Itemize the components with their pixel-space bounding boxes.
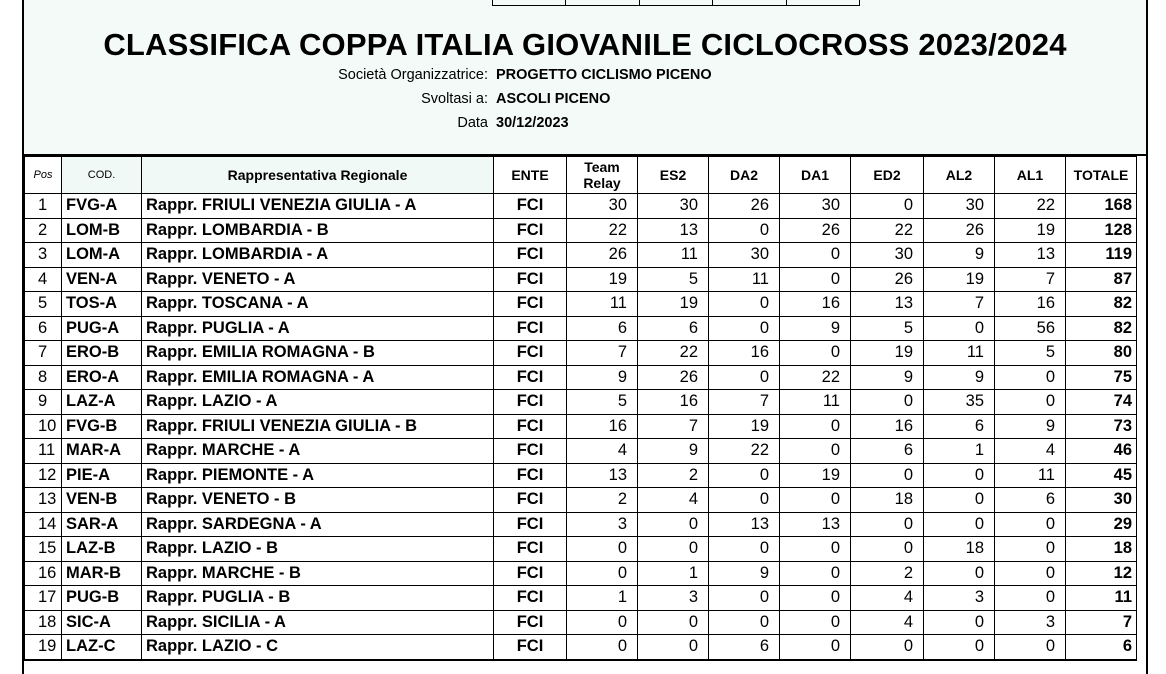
cell-ed2: 0 bbox=[851, 194, 924, 219]
cell-es2: 2 bbox=[638, 463, 709, 488]
cell-team-relay: 0 bbox=[567, 610, 638, 635]
cell-pos: 6 bbox=[25, 316, 62, 341]
cell-name: Rappr. VENETO - A bbox=[142, 267, 494, 292]
cell-da1: 30 bbox=[780, 194, 851, 219]
cell-totale: 6 bbox=[1066, 635, 1137, 660]
cell-ed2: 0 bbox=[851, 512, 924, 537]
cell-pos: 11 bbox=[25, 439, 62, 464]
cell-totale: 29 bbox=[1066, 512, 1137, 537]
cell-da2: 11 bbox=[709, 267, 780, 292]
cell-totale: 18 bbox=[1066, 537, 1137, 562]
cell-ed2: 9 bbox=[851, 365, 924, 390]
cell-al2: 0 bbox=[924, 512, 995, 537]
cell-cod: LOM-B bbox=[62, 218, 142, 243]
cell-ed2: 0 bbox=[851, 463, 924, 488]
cell-team-relay: 26 bbox=[567, 243, 638, 268]
cell-es2: 11 bbox=[638, 243, 709, 268]
cell-cod: LAZ-A bbox=[62, 390, 142, 415]
cell-ed2: 4 bbox=[851, 610, 924, 635]
cell-cod: ERO-A bbox=[62, 365, 142, 390]
cell-ente: FCI bbox=[494, 218, 567, 243]
col-header-al2: AL2 bbox=[924, 157, 995, 194]
cell-da1: 0 bbox=[780, 537, 851, 562]
cell-totale: 7 bbox=[1066, 610, 1137, 635]
cell-da1: 16 bbox=[780, 292, 851, 317]
cell-team-relay: 19 bbox=[567, 267, 638, 292]
cell-totale: 75 bbox=[1066, 365, 1137, 390]
cell-ed2: 19 bbox=[851, 341, 924, 366]
cell-cod: LOM-A bbox=[62, 243, 142, 268]
cell-pos: 17 bbox=[25, 586, 62, 611]
cell-es2: 0 bbox=[638, 635, 709, 660]
top-cut-table-fragment bbox=[492, 0, 860, 6]
cell-totale: 168 bbox=[1066, 194, 1137, 219]
cell-es2: 0 bbox=[638, 610, 709, 635]
cell-da2: 0 bbox=[709, 586, 780, 611]
cell-da2: 7 bbox=[709, 390, 780, 415]
cell-team-relay: 5 bbox=[567, 390, 638, 415]
table-row bbox=[25, 512, 1137, 537]
cell-name: Rappr. LAZIO - C bbox=[142, 635, 494, 660]
cell-al1: 0 bbox=[995, 635, 1066, 660]
cell-cod: PUG-B bbox=[62, 586, 142, 611]
cell-ed2: 5 bbox=[851, 316, 924, 341]
organizer-label: Società Organizzatrice: bbox=[338, 67, 488, 83]
cell-ente: FCI bbox=[494, 537, 567, 562]
cell-totale: 12 bbox=[1066, 561, 1137, 586]
cell-ente: FCI bbox=[494, 561, 567, 586]
cell-cod: MAR-A bbox=[62, 439, 142, 464]
cell-pos: 14 bbox=[25, 512, 62, 537]
cell-al1: 13 bbox=[995, 243, 1066, 268]
cell-da1: 0 bbox=[780, 488, 851, 513]
cell-ed2: 16 bbox=[851, 414, 924, 439]
col-header-ed2: ED2 bbox=[851, 157, 924, 194]
cell-cod: TOS-A bbox=[62, 292, 142, 317]
cell-name: Rappr. LAZIO - B bbox=[142, 537, 494, 562]
cell-da2: 6 bbox=[709, 635, 780, 660]
cell-team-relay: 0 bbox=[567, 635, 638, 660]
cell-es2: 22 bbox=[638, 341, 709, 366]
cell-es2: 7 bbox=[638, 414, 709, 439]
cell-es2: 0 bbox=[638, 537, 709, 562]
cell-cod: FVG-B bbox=[62, 414, 142, 439]
cell-cod: PUG-A bbox=[62, 316, 142, 341]
cell-team-relay: 3 bbox=[567, 512, 638, 537]
cell-cod: SAR-A bbox=[62, 512, 142, 537]
cell-cod: VEN-A bbox=[62, 267, 142, 292]
cell-es2: 1 bbox=[638, 561, 709, 586]
cell-pos: 5 bbox=[25, 292, 62, 317]
cell-da2: 22 bbox=[709, 439, 780, 464]
cell-al1: 0 bbox=[995, 390, 1066, 415]
table-row bbox=[25, 390, 1137, 415]
cell-team-relay: 4 bbox=[567, 439, 638, 464]
cell-team-relay: 30 bbox=[567, 194, 638, 219]
cell-es2: 6 bbox=[638, 316, 709, 341]
cell-ente: FCI bbox=[494, 414, 567, 439]
cell-name: Rappr. PUGLIA - A bbox=[142, 316, 494, 341]
cell-da2: 16 bbox=[709, 341, 780, 366]
cell-ente: FCI bbox=[494, 586, 567, 611]
cell-totale: 119 bbox=[1066, 243, 1137, 268]
cell-al2: 0 bbox=[924, 635, 995, 660]
cell-totale: 87 bbox=[1066, 267, 1137, 292]
cell-name: Rappr. LOMBARDIA - B bbox=[142, 218, 494, 243]
location-value: ASCOLI PICENO bbox=[496, 91, 611, 107]
cell-es2: 26 bbox=[638, 365, 709, 390]
col-header-es2: ES2 bbox=[638, 157, 709, 194]
cell-ente: FCI bbox=[494, 243, 567, 268]
cell-ed2: 2 bbox=[851, 561, 924, 586]
cell-cod: SIC-A bbox=[62, 610, 142, 635]
col-header-da1: DA1 bbox=[780, 157, 851, 194]
table-row bbox=[25, 439, 1137, 464]
table-row bbox=[25, 586, 1137, 611]
col-header-team-relay: Team Relay bbox=[567, 157, 638, 194]
cell-al1: 9 bbox=[995, 414, 1066, 439]
table-row bbox=[25, 316, 1137, 341]
cell-pos: 4 bbox=[25, 267, 62, 292]
cell-cod: MAR-B bbox=[62, 561, 142, 586]
cell-da2: 0 bbox=[709, 292, 780, 317]
cell-ente: FCI bbox=[494, 365, 567, 390]
cell-da1: 26 bbox=[780, 218, 851, 243]
date-value: 30/12/2023 bbox=[496, 115, 569, 131]
cell-al1: 3 bbox=[995, 610, 1066, 635]
cell-al1: 0 bbox=[995, 537, 1066, 562]
col-header-pos: Pos bbox=[25, 157, 62, 194]
cell-ed2: 30 bbox=[851, 243, 924, 268]
cell-ente: FCI bbox=[494, 292, 567, 317]
cell-da1: 0 bbox=[780, 586, 851, 611]
cell-ed2: 18 bbox=[851, 488, 924, 513]
cell-al2: 30 bbox=[924, 194, 995, 219]
table-header-row bbox=[25, 157, 1137, 194]
cell-ente: FCI bbox=[494, 439, 567, 464]
cell-al1: 56 bbox=[995, 316, 1066, 341]
cell-al1: 0 bbox=[995, 586, 1066, 611]
cell-name: Rappr. MARCHE - A bbox=[142, 439, 494, 464]
table-row bbox=[25, 267, 1137, 292]
cell-pos: 18 bbox=[25, 610, 62, 635]
table-row bbox=[25, 218, 1137, 243]
cell-totale: 80 bbox=[1066, 341, 1137, 366]
cell-ed2: 4 bbox=[851, 586, 924, 611]
cell-ed2: 0 bbox=[851, 635, 924, 660]
cell-es2: 5 bbox=[638, 267, 709, 292]
cell-cod: ERO-B bbox=[62, 341, 142, 366]
cell-pos: 9 bbox=[25, 390, 62, 415]
cell-team-relay: 1 bbox=[567, 586, 638, 611]
cell-al1: 0 bbox=[995, 561, 1066, 586]
cell-da2: 0 bbox=[709, 316, 780, 341]
cell-ente: FCI bbox=[494, 610, 567, 635]
cell-cod: PIE-A bbox=[62, 463, 142, 488]
cell-al1: 19 bbox=[995, 218, 1066, 243]
cell-ed2: 0 bbox=[851, 390, 924, 415]
table-row bbox=[25, 194, 1137, 219]
col-header-name: Rappresentativa Regionale bbox=[142, 157, 494, 194]
cell-totale: 30 bbox=[1066, 488, 1137, 513]
cell-ente: FCI bbox=[494, 512, 567, 537]
cell-pos: 8 bbox=[25, 365, 62, 390]
table-row bbox=[25, 292, 1137, 317]
cell-al2: 11 bbox=[924, 341, 995, 366]
cell-es2: 4 bbox=[638, 488, 709, 513]
cell-pos: 16 bbox=[25, 561, 62, 586]
cell-da1: 13 bbox=[780, 512, 851, 537]
cell-al1: 11 bbox=[995, 463, 1066, 488]
cell-ente: FCI bbox=[494, 463, 567, 488]
cell-es2: 9 bbox=[638, 439, 709, 464]
cell-al2: 0 bbox=[924, 561, 995, 586]
cell-pos: 19 bbox=[25, 635, 62, 660]
col-header-ente: ENTE bbox=[494, 157, 567, 194]
cell-team-relay: 2 bbox=[567, 488, 638, 513]
col-header-da2: DA2 bbox=[709, 157, 780, 194]
cell-al1: 4 bbox=[995, 439, 1066, 464]
cell-al2: 0 bbox=[924, 610, 995, 635]
cell-team-relay: 13 bbox=[567, 463, 638, 488]
cell-da1: 0 bbox=[780, 243, 851, 268]
cell-al2: 18 bbox=[924, 537, 995, 562]
cell-pos: 15 bbox=[25, 537, 62, 562]
cell-ente: FCI bbox=[494, 635, 567, 660]
cell-da1: 19 bbox=[780, 463, 851, 488]
cell-al2: 26 bbox=[924, 218, 995, 243]
cell-al2: 35 bbox=[924, 390, 995, 415]
cell-name: Rappr. LAZIO - A bbox=[142, 390, 494, 415]
table-row bbox=[25, 537, 1137, 562]
col-header-totale: TOTALE bbox=[1066, 157, 1137, 194]
table-row bbox=[25, 341, 1137, 366]
table-row bbox=[25, 365, 1137, 390]
cell-ed2: 0 bbox=[851, 537, 924, 562]
cell-pos: 12 bbox=[25, 463, 62, 488]
cell-totale: 11 bbox=[1066, 586, 1137, 611]
cell-team-relay: 22 bbox=[567, 218, 638, 243]
cell-es2: 0 bbox=[638, 512, 709, 537]
cell-da1: 22 bbox=[780, 365, 851, 390]
cell-name: Rappr. VENETO - B bbox=[142, 488, 494, 513]
cell-es2: 13 bbox=[638, 218, 709, 243]
cell-da2: 0 bbox=[709, 218, 780, 243]
cell-name: Rappr. PUGLIA - B bbox=[142, 586, 494, 611]
cell-cod: VEN-B bbox=[62, 488, 142, 513]
table-row bbox=[25, 488, 1137, 513]
cell-name: Rappr. TOSCANA - A bbox=[142, 292, 494, 317]
cell-ed2: 13 bbox=[851, 292, 924, 317]
cell-al2: 9 bbox=[924, 243, 995, 268]
cell-ed2: 6 bbox=[851, 439, 924, 464]
cell-totale: 45 bbox=[1066, 463, 1137, 488]
table-row bbox=[25, 414, 1137, 439]
organizer-value: PROGETTO CICLISMO PICENO bbox=[496, 67, 712, 83]
cell-team-relay: 0 bbox=[567, 537, 638, 562]
cell-al1: 6 bbox=[995, 488, 1066, 513]
cell-name: Rappr. EMILIA ROMAGNA - A bbox=[142, 365, 494, 390]
cell-totale: 74 bbox=[1066, 390, 1137, 415]
cell-name: Rappr. PIEMONTE - A bbox=[142, 463, 494, 488]
cell-team-relay: 7 bbox=[567, 341, 638, 366]
cell-al2: 7 bbox=[924, 292, 995, 317]
cell-ente: FCI bbox=[494, 390, 567, 415]
cell-da1: 0 bbox=[780, 561, 851, 586]
cell-team-relay: 9 bbox=[567, 365, 638, 390]
cell-name: Rappr. EMILIA ROMAGNA - B bbox=[142, 341, 494, 366]
location-row bbox=[0, 90, 1166, 108]
cell-al1: 5 bbox=[995, 341, 1066, 366]
cell-da1: 0 bbox=[780, 635, 851, 660]
table-row bbox=[25, 463, 1137, 488]
cell-totale: 82 bbox=[1066, 292, 1137, 317]
cell-al1: 22 bbox=[995, 194, 1066, 219]
date-row bbox=[0, 114, 1166, 132]
cell-da2: 0 bbox=[709, 488, 780, 513]
cell-al2: 0 bbox=[924, 463, 995, 488]
cell-da2: 9 bbox=[709, 561, 780, 586]
cell-pos: 3 bbox=[25, 243, 62, 268]
cell-al1: 16 bbox=[995, 292, 1066, 317]
cell-al2: 0 bbox=[924, 488, 995, 513]
cell-da1: 0 bbox=[780, 439, 851, 464]
cell-ente: FCI bbox=[494, 194, 567, 219]
cell-da2: 30 bbox=[709, 243, 780, 268]
cell-al2: 0 bbox=[924, 316, 995, 341]
cell-da1: 0 bbox=[780, 414, 851, 439]
table-row bbox=[25, 561, 1137, 586]
cell-totale: 82 bbox=[1066, 316, 1137, 341]
date-label: Data bbox=[457, 115, 488, 131]
cell-team-relay: 11 bbox=[567, 292, 638, 317]
cell-es2: 30 bbox=[638, 194, 709, 219]
cell-da2: 13 bbox=[709, 512, 780, 537]
cell-al2: 1 bbox=[924, 439, 995, 464]
cell-es2: 19 bbox=[638, 292, 709, 317]
cell-da2: 0 bbox=[709, 463, 780, 488]
location-label: Svoltasi a: bbox=[421, 91, 488, 107]
cell-al1: 7 bbox=[995, 267, 1066, 292]
cell-name: Rappr. LOMBARDIA - A bbox=[142, 243, 494, 268]
cell-team-relay: 16 bbox=[567, 414, 638, 439]
cell-da2: 19 bbox=[709, 414, 780, 439]
cell-es2: 3 bbox=[638, 586, 709, 611]
cell-totale: 46 bbox=[1066, 439, 1137, 464]
cell-name: Rappr. FRIULI VENEZIA GIULIA - B bbox=[142, 414, 494, 439]
table-row bbox=[25, 243, 1137, 268]
cell-da2: 26 bbox=[709, 194, 780, 219]
col-header-al1: AL1 bbox=[995, 157, 1066, 194]
cell-totale: 128 bbox=[1066, 218, 1137, 243]
cell-da1: 9 bbox=[780, 316, 851, 341]
cell-ente: FCI bbox=[494, 316, 567, 341]
cell-name: Rappr. SARDEGNA - A bbox=[142, 512, 494, 537]
col-header-cod: COD. bbox=[62, 157, 142, 194]
cell-team-relay: 6 bbox=[567, 316, 638, 341]
report-title: CLASSIFICA COPPA ITALIA GIOVANILE CICLOCROSS 2023/2024 bbox=[103, 27, 1067, 62]
cell-cod: FVG-A bbox=[62, 194, 142, 219]
organizer-row bbox=[0, 66, 1166, 84]
cell-ente: FCI bbox=[494, 488, 567, 513]
standings-table bbox=[24, 156, 1137, 661]
cell-da2: 0 bbox=[709, 610, 780, 635]
cell-pos: 1 bbox=[25, 194, 62, 219]
cell-da1: 0 bbox=[780, 267, 851, 292]
cell-ente: FCI bbox=[494, 341, 567, 366]
cell-ed2: 22 bbox=[851, 218, 924, 243]
cell-pos: 2 bbox=[25, 218, 62, 243]
cell-ed2: 26 bbox=[851, 267, 924, 292]
cell-totale: 73 bbox=[1066, 414, 1137, 439]
cell-al1: 0 bbox=[995, 512, 1066, 537]
cell-pos: 7 bbox=[25, 341, 62, 366]
cell-al1: 0 bbox=[995, 365, 1066, 390]
cell-al2: 3 bbox=[924, 586, 995, 611]
table-row bbox=[25, 635, 1137, 660]
cell-name: Rappr. SICILIA - A bbox=[142, 610, 494, 635]
cell-da1: 11 bbox=[780, 390, 851, 415]
cell-al2: 19 bbox=[924, 267, 995, 292]
cell-da1: 0 bbox=[780, 341, 851, 366]
cell-da2: 0 bbox=[709, 537, 780, 562]
cell-name: Rappr. FRIULI VENEZIA GIULIA - A bbox=[142, 194, 494, 219]
table-row bbox=[25, 610, 1137, 635]
cell-team-relay: 0 bbox=[567, 561, 638, 586]
cell-da1: 0 bbox=[780, 610, 851, 635]
cell-name: Rappr. MARCHE - B bbox=[142, 561, 494, 586]
cell-es2: 16 bbox=[638, 390, 709, 415]
cell-pos: 10 bbox=[25, 414, 62, 439]
cell-al2: 9 bbox=[924, 365, 995, 390]
cell-ente: FCI bbox=[494, 267, 567, 292]
cell-da2: 0 bbox=[709, 365, 780, 390]
cell-al2: 6 bbox=[924, 414, 995, 439]
cell-cod: LAZ-B bbox=[62, 537, 142, 562]
cell-cod: LAZ-C bbox=[62, 635, 142, 660]
cell-pos: 13 bbox=[25, 488, 62, 513]
